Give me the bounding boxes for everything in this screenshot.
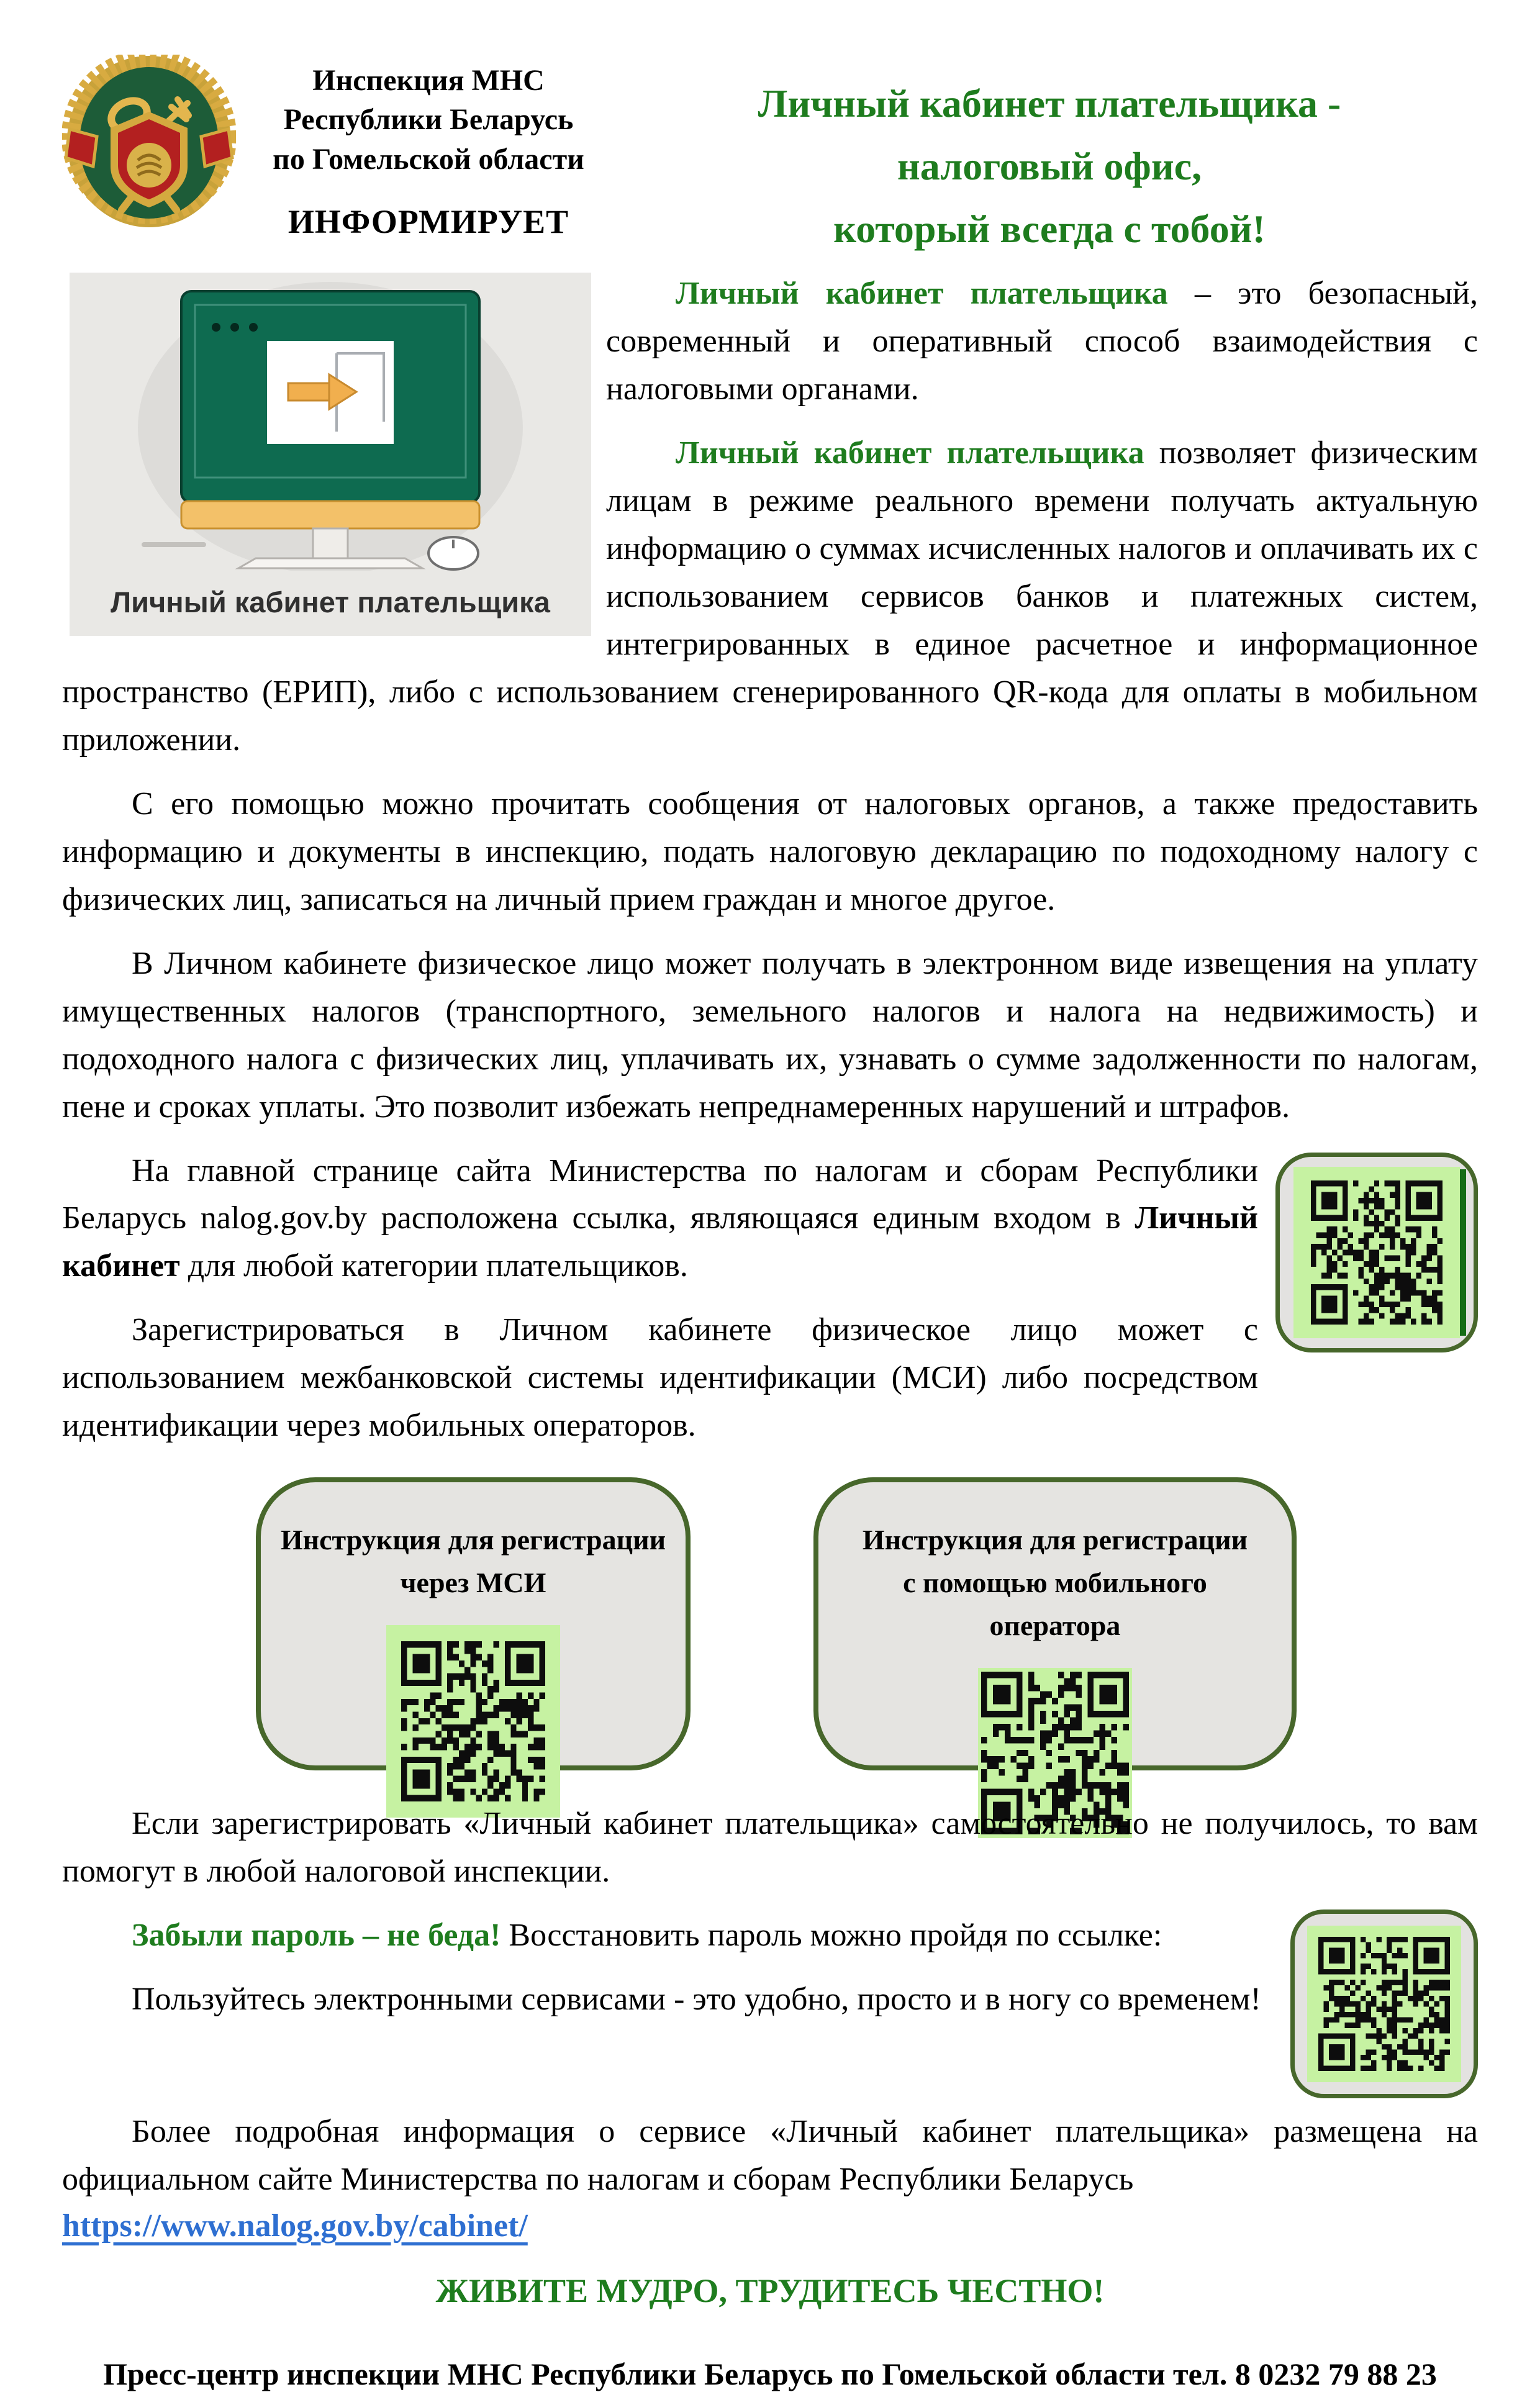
org-line: Инспекция МНС	[312, 64, 545, 97]
title-line: Личный кабинет плательщика -	[758, 81, 1341, 125]
instruction-box-mobile-operator	[813, 1477, 1297, 1770]
header	[62, 55, 1478, 260]
qr-panel-cabinet-login	[1275, 1153, 1478, 1352]
qr-code	[1318, 1937, 1450, 2071]
paragraph-allows: Личный кабинет плательщика позволяет физическим лицам в режиме реального времени получать актуальную информацию о суммах исчисленных налогов и оплачивать их с использованием сервисов банков и платежных систем, интегрированных в единое расчетное и информационное пространство (ЕРИП), либо с использованием сгенерированного QR-кода для оплаты в мобильном приложении.	[62, 435, 1478, 758]
qr-code-background	[386, 1625, 560, 1818]
qr-code-background	[1307, 1926, 1461, 2082]
org-name	[236, 55, 621, 244]
press-center-line: Пресс-центр инспекции МНС Республики Беларусь по Гомельской области тел. 8 0232 79 88 23	[103, 2357, 1437, 2392]
qr-code	[401, 1641, 545, 1801]
cabinet-illustration-card	[70, 273, 591, 636]
paragraph-site-link: На главной странице сайта Министерства по налогам и сборам Республики Беларусь nalog.gov.by расположена ссылка, являющаяся единым входом в Личный кабинет для любой категории плательщиков.	[62, 1153, 1258, 1284]
org-informs: ИНФОРМИРУЕТ	[288, 203, 569, 241]
paragraph-use-services: Пользуйтесь электронными сервисами - это удобно, просто и в ногу со временем!	[132, 1982, 1261, 2018]
cabinet-bold: Личный кабинет	[62, 1200, 1258, 1284]
cabinet-url-link[interactable]: https://www.nalog.gov.by/cabinet/	[62, 2208, 528, 2244]
instruction-box-title: Инструкция для регистрации с помощью мобильного оператора	[862, 1524, 1248, 1642]
cabinet-term: Личный кабинет плательщика	[676, 435, 1144, 471]
slogan: ЖИВИТЕ МУДРО, ТРУДИТЕСЬ ЧЕСТНО!	[435, 2272, 1105, 2310]
paragraph-more-info: Более подробная информация о сервисе «Личный кабинет плательщика» размещена на официальном сайте Министерства по налогам и сборам Республики Беларусь	[62, 2114, 1478, 2198]
computer-monitor-illustration-icon	[70, 273, 591, 571]
paragraph-notices: В Личном кабинете физическое лицо может получать в электронном виде извещения на уплату имущественных налогов (транспортного, земельного налогов и налога на недвижимость) и подоходного налога с физических лиц, уплачивать их, узнавать о сумме задолженности по налогам, пене и сроках уплаты. Это позволит избежать непреднамеренных нарушений и штрафов.	[62, 945, 1478, 1125]
paragraph-messages: С его помощью можно прочитать сообщения от налоговых органов, а также предоставить информацию и документы в инспекцию, подать налоговую декларацию по подоходному налогу с физических лиц, записаться на личный прием граждан и многое другое.	[62, 786, 1478, 917]
paragraph-password: Забыли пароль – не беда! Восстановить пароль можно пройдя по ссылке:	[132, 1918, 1162, 1954]
forgot-password-lead: Забыли пароль – не беда!	[132, 1918, 501, 1954]
qr-side-stripe	[1460, 1169, 1466, 1336]
qr-code	[1311, 1180, 1443, 1325]
org-line: Республики Беларусь	[283, 103, 574, 137]
paragraph-intro: Личный кабинет плательщика – это безопасный, современный и оперативный способ взаимодействия с налоговыми органами.	[606, 276, 1478, 407]
header-org-block	[62, 55, 621, 244]
illustration-caption: Личный кабинет плательщика	[111, 585, 550, 618]
page-title	[621, 55, 1478, 260]
qr-code-background	[1293, 1167, 1460, 1338]
instruction-boxes	[256, 1477, 1478, 1770]
main-content	[62, 270, 1478, 2392]
title-line: который всегда с тобой!	[833, 207, 1266, 251]
qr-panel-password-recovery	[1290, 1910, 1478, 2098]
tax-ministry-emblem-icon	[62, 55, 236, 229]
instruction-box-msi	[256, 1477, 691, 1770]
paragraph-help: Если зарегистрировать «Личный кабинет плательщика» самостоятельно не получилось, то вам помогут в любой налоговой инспекции.	[62, 1806, 1478, 1890]
title-line: налоговый офис,	[897, 144, 1202, 189]
instruction-box-title: Инструкция для регистрации через МСИ	[280, 1524, 666, 1599]
org-line: по Гомельской области	[273, 142, 584, 176]
cabinet-term: Личный кабинет плательщика	[676, 276, 1168, 312]
paragraph-registration: Зарегистрироваться в Личном кабинете физическое лицо может с использованием межбанковской системы идентификации (МСИ) либо посредством идентификации через мобильных операторов.	[62, 1312, 1258, 1444]
